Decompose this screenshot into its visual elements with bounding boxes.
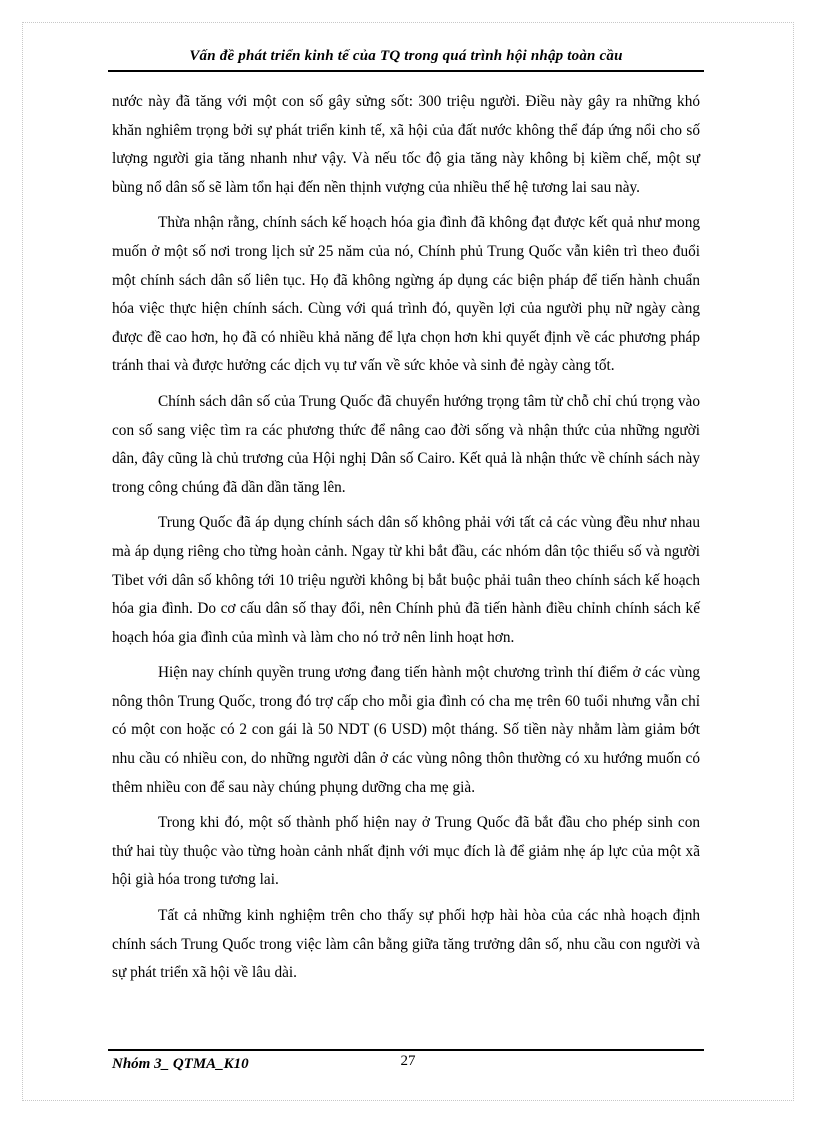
- document-body: [112, 88, 700, 995]
- header-divider: [108, 70, 704, 72]
- page-header: [108, 46, 704, 66]
- paragraph-1: nước này đã tăng với một con số gây sửng sốt: 300 triệu người. Điều này gây ra những khó khăn nghiêm trọng bởi sự phát triển kinh tế, xã hội của đất nước không thể đáp ứng nổi cho số lượng người gia tăng nhanh như vậy. Và nếu tốc độ gia tăng này không bị kiềm chế, một sự bùng nổ dân số sẽ làm tổn hại đến nền thịnh vượng của nhiều thế hệ tương lai sau này.: [112, 93, 700, 196]
- paragraph-7: Tất cả những kinh nghiệm trên cho thấy sự phối hợp hài hòa của các nhà hoạch định chính sách Trung Quốc trong việc làm cân bằng giữa tăng trưởng dân số, nhu cầu con người và sự phát triển xã hội về lâu dài.: [112, 907, 700, 982]
- paragraph-6: Trong khi đó, một số thành phố hiện nay ở Trung Quốc đã bắt đầu cho phép sinh con thứ hai tùy thuộc vào từng hoàn cảnh nhất định với mục đích là để giảm nhẹ áp lực của một xã hội già hóa trong tương lai.: [112, 814, 700, 889]
- footer-group-label: Nhóm 3_ QTMA_K10: [112, 1056, 249, 1072]
- paragraph-2: Thừa nhận rằng, chính sách kế hoạch hóa gia đình đã không đạt được kết quả như mong muốn ở một số nơi trong lịch sử 25 năm của nó, Chính phủ Trung Quốc vẫn kiên trì theo đuổi một chính sách dân số liên tục. Họ đã không ngừng áp dụng các biện pháp để tiến hành chuẩn hóa việc thực hiện chính sách. Cùng với quá trình đó, quyền lợi của người phụ nữ ngày càng được đề cao hơn, họ đã có nhiều khả năng để lựa chọn hơn khi quyết định về các phương pháp tránh thai và được hưởng các dịch vụ tư vấn về sức khỏe và sinh đẻ ngày càng tốt.: [112, 214, 700, 375]
- header-title: Vấn đề phát triển kinh tế của TQ trong quá trình hội nhập toàn cầu: [189, 48, 623, 64]
- paragraph-3: Chính sách dân số của Trung Quốc đã chuyển hướng trọng tâm từ chỗ chỉ chú trọng vào con số sang việc tìm ra các phương thức để nâng cao đời sống và nhận thức của những người dân, đây cũng là chủ trương của Hội nghị Dân số Cairo. Kết quả là nhận thức về chính sách này trong công chúng đã dần dần tăng lên.: [112, 392, 700, 496]
- paragraph-5: Hiện nay chính quyền trung ương đang tiến hành một chương trình thí điểm ở các vùng nông thôn Trung Quốc, trong đó trợ cấp cho mỗi gia đình có cha mẹ trên 60 tuổi nhưng vẫn chỉ có một con hoặc có 2 con gái là 50 NDT (6 USD) một tháng. Số tiền này nhằm làm giảm bớt nhu cầu có nhiều con, do những người dân ở các vùng nông thôn thường có xu hướng muốn có thêm nhiều con để sau này chúng phụng dưỡng cha mẹ già.: [112, 664, 700, 796]
- page-number: 27: [400, 1053, 416, 1069]
- paragraph-4: Trung Quốc đã áp dụng chính sách dân số không phải với tất cả các vùng đều như nhau mà áp dụng riêng cho từng hoàn cảnh. Ngay từ khi bắt đầu, các nhóm dân tộc thiểu số và người Tibet với dân số không tới 10 triệu người không bị bắt buộc phải tuân theo chính sách kế hoạch hóa gia đình. Do cơ cấu dân số thay đổi, nên Chính phủ đã tiến hành điều chỉnh chính sách kế hoạch hóa gia đình của mình và làm cho nó trở nên linh hoạt hơn.: [112, 514, 700, 646]
